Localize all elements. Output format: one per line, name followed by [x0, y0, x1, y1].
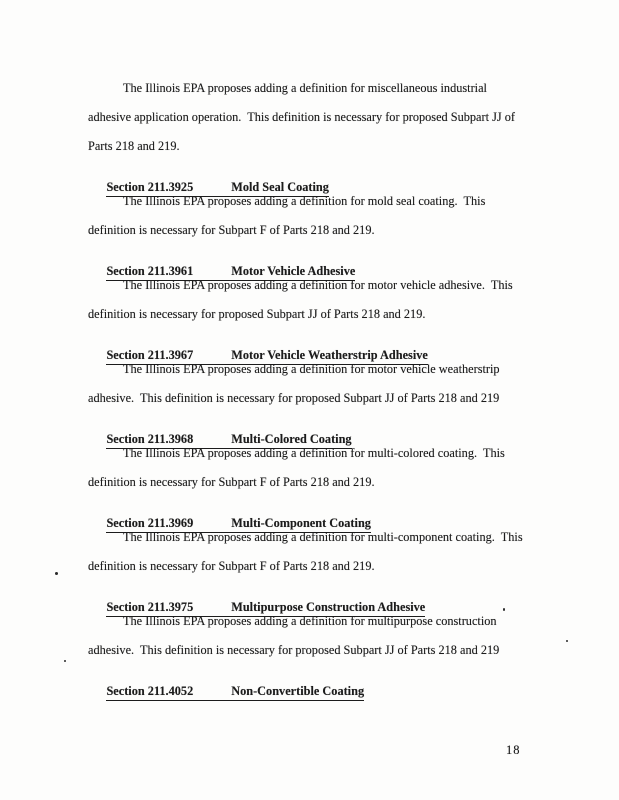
paragraph-line: adhesive. This definition is necessary for proposed Subpart JJ of Parts 218 and 219 — [88, 391, 500, 405]
paragraph-line: definition is necessary for Subpart F of Parts 218 and 219. — [88, 559, 375, 573]
section-heading — [88, 417, 558, 446]
section-heading — [88, 501, 558, 530]
paragraph-line: adhesive. This definition is necessary for proposed Subpart JJ of Parts 218 and 219 — [88, 643, 500, 657]
section-number: Section 211.3969 — [106, 516, 194, 530]
paragraph-line: definition is necessary for Subpart F of Parts 218 and 219. — [88, 475, 375, 489]
paragraph-line: The Illinois EPA proposes adding a definition for motor vehicle weatherstrip — [123, 362, 500, 376]
paragraph-line: The Illinois EPA proposes adding a definition for multipurpose construction — [123, 614, 497, 628]
section-title: Multipurpose Construction Adhesive — [231, 600, 426, 614]
section-heading — [88, 669, 558, 698]
paragraph-line: The Illinois EPA proposes adding a definition for multi-component coating. This — [123, 530, 523, 544]
section-number: Section 211.3961 — [106, 264, 194, 278]
paragraph-line: The Illinois EPA proposes adding a definition for mold seal coating. This — [123, 194, 486, 208]
paragraph-line: The Illinois EPA proposes adding a definition for motor vehicle adhesive. This — [123, 278, 513, 292]
section-heading — [88, 249, 558, 278]
section-title: Motor Vehicle Weatherstrip Adhesive — [231, 348, 428, 362]
paragraph-line: adhesive application operation. This definition is necessary for proposed Subpart JJ of — [88, 110, 515, 124]
section-heading-text — [106, 684, 364, 701]
page-number: 18 — [506, 743, 521, 757]
section-heading — [88, 333, 558, 362]
section-number: Section 211.3975 — [106, 600, 194, 614]
section-number: Section 211.4052 — [106, 684, 194, 698]
section-title: Mold Seal Coating — [231, 180, 329, 194]
scan-speck — [64, 660, 66, 662]
section-title: Non-Convertible Coating — [231, 684, 365, 698]
section-number: Section 211.3925 — [106, 180, 194, 194]
paragraph-line: Parts 218 and 219. — [88, 139, 180, 153]
section-title: Multi-Colored Coating — [231, 432, 352, 446]
paragraph-line: The Illinois EPA proposes adding a definition for multi-colored coating. This — [123, 446, 505, 460]
document-body — [88, 81, 558, 698]
section-number: Section 211.3967 — [106, 348, 194, 362]
section-title: Motor Vehicle Adhesive — [231, 264, 356, 278]
paragraph-line: definition is necessary for Subpart F of Parts 218 and 219. — [88, 223, 375, 237]
scan-speck — [503, 608, 505, 611]
paragraph-line: The Illinois EPA proposes adding a definition for miscellaneous industrial — [123, 81, 487, 95]
section-title: Multi-Component Coating — [231, 516, 371, 530]
section-heading — [88, 165, 558, 194]
scan-speck — [566, 640, 568, 642]
scan-speck — [55, 572, 58, 575]
section-number: Section 211.3968 — [106, 432, 194, 446]
paragraph-line: definition is necessary for proposed Subpart JJ of Parts 218 and 219. — [88, 307, 426, 321]
section-heading — [88, 585, 558, 614]
